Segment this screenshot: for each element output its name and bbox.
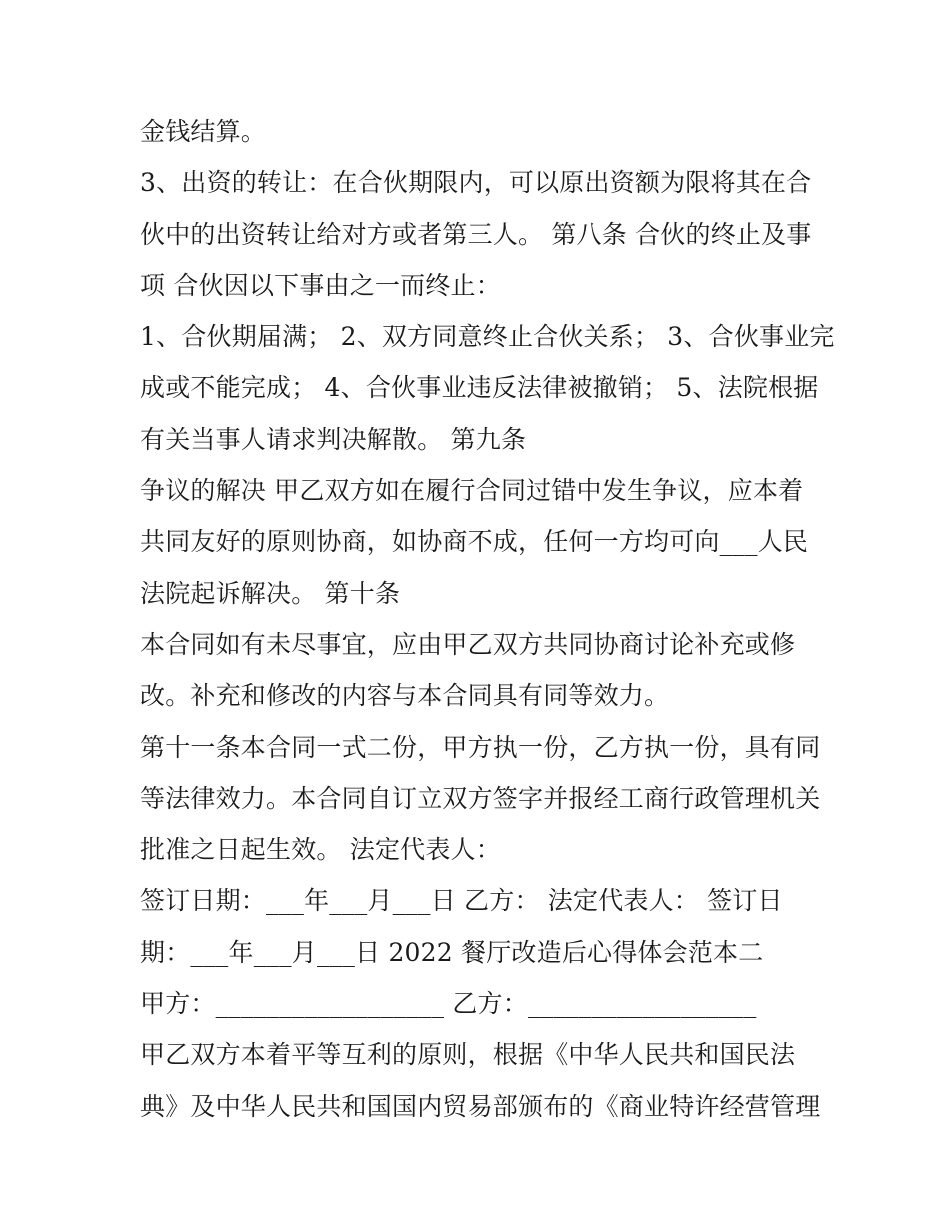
text-line: 甲方：__________________ 乙方：__________________: [140, 989, 757, 1019]
text-line: 第十一条本合同一式二份，甲方执一份，乙方执一份，具有同: [140, 732, 821, 762]
text-line: 共同友好的原则协商，如协商不成，任何一方均可向___人民: [140, 527, 809, 557]
document-body: [140, 106, 835, 1132]
text-line: 金钱结算。: [140, 117, 267, 146]
text-line: 甲乙双方本着平等互利的原则，根据《中华人民共和国民法: [140, 1040, 796, 1070]
text-line: 典》及中华人民共和国国内贸易部颁布的《商业特许经营管理: [140, 1091, 821, 1121]
text-line: 期：___年___月___日 2022 餐厅改造后心得体会范本二: [140, 937, 764, 967]
text-line: 改。补充和修改的内容与本合同具有同等效力。: [140, 681, 670, 711]
text-line: 本合同如有未尽事宜，应由甲乙双方共同协商讨论补充或修: [140, 629, 796, 659]
text-line: 法院起诉解决。 第十条: [140, 578, 401, 608]
text-line: 批准之日起生效。 法定代表人：: [140, 835, 501, 865]
text-line: 有关当事人请求判决解散。 第九条: [140, 424, 527, 454]
text-line: 1、合伙期届满； 2、双方同意终止合伙关系； 3、合伙事业完: [140, 322, 835, 352]
text-line: 成或不能完成； 4、合伙事业违反法律被撤销； 5、法院根据: [140, 373, 819, 403]
text-line: 等法律效力。本合同自订立双方签字并报经工商行政管理机关: [140, 783, 821, 813]
text-line: 项 合伙因以下事由之一而终止：: [140, 270, 501, 300]
text-line: 3、出资的转让：在合伙期限内，可以原出资额为限将其在合: [140, 168, 812, 198]
text-line: 签订日期：___年___月___日 乙方： 法定代表人： 签订日: [140, 886, 783, 916]
text-line: 争议的解决 甲乙双方如在履行合同过错中发生争议，应本着: [140, 476, 804, 506]
text-line: 伙中的出资转让给对方或者第三人。 第八条 合伙的终止及事: [140, 219, 812, 249]
